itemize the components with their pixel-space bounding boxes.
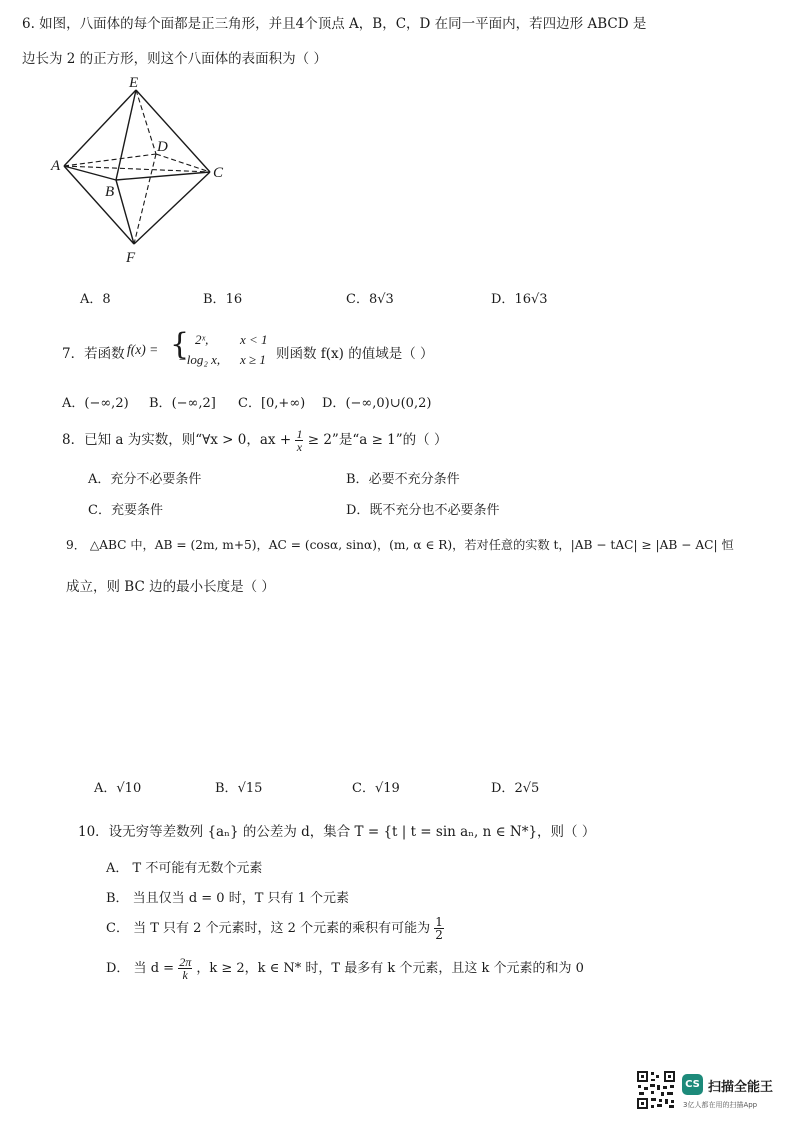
q10-option-c-num: 1 — [435, 915, 443, 929]
q6-option-d: D．16√3 — [491, 292, 548, 307]
q7-func: f(x) = — [127, 342, 159, 357]
q8-stem-part2: ≥ 2”是“a ≥ 1”的（ ） — [307, 432, 448, 448]
q9-stem-line2: 成立，则 BC 边的最小长度是（ ） — [66, 579, 275, 595]
label-a: A — [51, 158, 61, 174]
q8-frac-num: 1 — [296, 427, 303, 441]
q10-stem: 10．设无穷等差数列 {aₙ} 的公差为 d，集合 T = {t | t = sin aₙ, n ∈ N*}，则（ ） — [78, 824, 596, 840]
q10-option-d-pre: D． 当 d = — [106, 961, 175, 976]
q7-option-b: B．(−∞,2] — [149, 396, 216, 411]
q7-case1-expr: 2ˣ, — [195, 332, 209, 347]
q8-option-d: D．既不充分也不必要条件 — [346, 503, 500, 518]
q10-option-a: A． T 不可能有无数个元素 — [106, 861, 263, 876]
scanner-brand-name: 扫描全能王 — [708, 1080, 774, 1095]
qr-code — [636, 1070, 676, 1110]
q7-prefix: 7．若函数 — [62, 346, 125, 362]
q10-option-d-post: ，k ≥ 2，k ∈ N* 时，T 最多有 k 个元素，且这 k 个元素的和为 0 — [196, 961, 584, 976]
label-f: F — [126, 250, 136, 266]
scanner-logo-badge: CS — [682, 1074, 703, 1095]
q6-stem-line1: 6. 如图，八面体的每个面都是正三角形，并且4个顶点 A，B，C，D 在同一平面内，若四边形 ABCD 是 — [22, 16, 647, 32]
scanner-tagline: 3亿人都在用的扫描App — [683, 1101, 758, 1109]
label-d: D — [157, 139, 168, 155]
q7-brace: { — [170, 327, 190, 362]
q8-stem — [62, 428, 447, 453]
q9-stem-line1: 9． △ABC 中，AB = (2m, m+5)，AC = (cosα, sinα)，(m, α ∈ R)，若对任意的实数 t，|AB − tAC| ≥ |AB − AC| 恒 — [66, 538, 734, 552]
q9-option-c: C．√19 — [352, 781, 400, 796]
octahedron-figure — [50, 74, 240, 274]
edge-ea — [64, 90, 136, 166]
q10-option-d-num: 2π — [179, 955, 192, 969]
edge-ed-hidden — [136, 90, 156, 154]
q7-option-a: A．(−∞,2) — [62, 396, 129, 411]
edge-bc — [116, 172, 210, 180]
q7-case2-cond: x ≥ 1 — [240, 352, 266, 367]
q6-stem-line2: 边长为 2 的正方形，则这个八面体的表面积为（ ） — [22, 51, 327, 67]
q6-option-c: C．8√3 — [346, 292, 394, 307]
label-e: E — [129, 75, 139, 91]
q7-case1-cond: x < 1 — [240, 332, 268, 347]
q7-suffix: 则函数 f(x) 的值域是（ ） — [276, 346, 434, 362]
q9-option-a: A．√10 — [94, 781, 142, 796]
edge-cf — [134, 172, 210, 244]
edge-eb — [116, 90, 136, 180]
q8-stem-part1: 8．已知 a 为实数，则“∀x > 0，ax + — [62, 432, 292, 448]
q7-option-c: C．[0,+∞) — [238, 396, 306, 411]
diagonal-ac-hidden — [64, 166, 210, 172]
q7-case2-expr: −log₂ x, — [178, 352, 221, 367]
edge-ad-hidden — [64, 154, 156, 166]
label-c: C — [213, 165, 224, 181]
label-b: B — [105, 184, 115, 200]
edge-df-hidden — [134, 154, 156, 244]
q10-option-d-fraction — [178, 956, 192, 981]
q8-option-c: C．充要条件 — [88, 503, 163, 518]
q9-option-b: B．√15 — [215, 781, 263, 796]
q9-option-d: D．2√5 — [491, 781, 540, 796]
q10-option-b: B． 当且仅当 d = 0 时，T 只有 1 个元素 — [106, 891, 350, 906]
q8-option-b: B．必要不充分条件 — [346, 472, 460, 487]
q7-option-d: D．(−∞,0)∪(0,2) — [322, 396, 432, 411]
q8-frac-den: x — [296, 440, 303, 454]
q6-option-a: A．8 — [80, 292, 111, 307]
q10-option-d-den: k — [182, 968, 188, 982]
q10-option-d — [106, 956, 584, 981]
q10-option-c-fraction — [434, 916, 444, 941]
q10-option-c-den: 2 — [435, 928, 443, 942]
q8-option-a: A．充分不必要条件 — [88, 472, 202, 487]
q10-option-c — [106, 916, 444, 941]
q10-option-c-text: C． 当 T 只有 2 个元素时，这 2 个元素的乘积有可能为 — [106, 921, 431, 936]
q6-option-b: B．16 — [203, 292, 243, 307]
q8-fraction — [295, 428, 303, 453]
